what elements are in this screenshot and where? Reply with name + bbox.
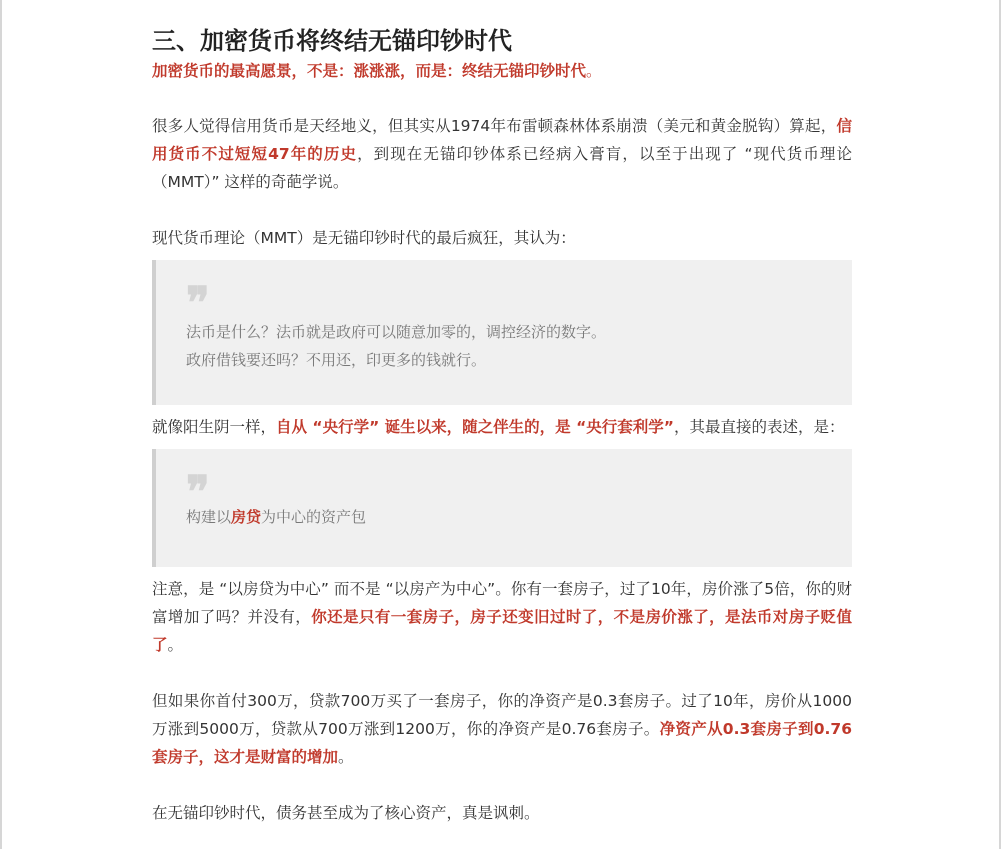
p4-highlight: 你还是只有一套房子，房子还变旧过时了，不是房价涨了，是法币对房子贬值了 <box>152 608 852 654</box>
p5-text-a: 但如果你首付300万，贷款700万买了一套房子，你的净资产是0.3套房子。过了10年，房价从1000万涨到5000万，贷款从700万涨到1200万，你的净资产是0.76套房子。 <box>152 692 852 738</box>
quote2-text-a: 构建以 <box>186 508 232 526</box>
paragraph-gap <box>152 196 852 224</box>
p1-text-a: 很多人觉得信用货币是天经地义，但其实从1974年布雷顿森林体系崩溃（美元和黄金脱钩）算起， <box>152 117 837 135</box>
paragraph-mortgage-vs-property <box>152 575 852 659</box>
subtitle-end-punct: 。 <box>586 62 602 80</box>
section-subtitle <box>152 60 852 82</box>
subtitle-bold-text: 加密货币的最高愿景，不是：涨涨涨，而是：终结无锚印钞时代 <box>152 62 587 80</box>
quote-line-1 <box>156 503 366 531</box>
p1-highlight: 信用货币不过短短47年的历史 <box>152 117 852 163</box>
paragraph-credit-currency-history <box>152 112 852 196</box>
quote-mark-icon: ❞ <box>186 467 210 518</box>
quote-line-2: 政府借钱要还吗？不用还，印更多的钱就行。 <box>186 351 487 369</box>
p5-highlight: 净资产从0.3套房子到0.76套房子，这才是财富的增加 <box>152 720 852 766</box>
quote2-highlight: 房贷 <box>231 508 262 526</box>
p5-text-c: 。 <box>338 748 354 766</box>
paragraph-gap <box>152 659 852 687</box>
quote-mark-icon: ❞ <box>186 278 210 329</box>
quote2-text-c: 为中心的资产包 <box>261 508 367 526</box>
quote-body <box>156 503 366 531</box>
quote-line-1: 法币是什么？法币就是政府可以随意加零的，调控经济的数字。 <box>186 323 607 341</box>
p3-highlight: 自从 “央行学” 诞生以来，随之伴生的，是 “央行套利学” <box>276 418 674 436</box>
paragraph-net-asset-example <box>152 687 852 771</box>
p4-text-a: 注意，是 “以房贷为中心” 而不是 “以房产为中心”。你有一套房子，过了10年，房价涨了5倍，你的财富增加了吗？并没有， <box>152 580 852 626</box>
paragraph-central-bank-arbitrage <box>152 413 852 441</box>
page-border-left <box>0 0 2 849</box>
p1-text-c: ，到现在无锚印钞体系已经病入膏肓，以至于出现了 “现代货币理论（MMT）” 这样的奇葩学说。 <box>152 145 852 191</box>
paragraph-debt-irony: 在无锚印钞时代，债务甚至成为了核心资产，真是讽刺。 <box>152 804 540 822</box>
section-heading: 三、加密货币将终结无锚印钞时代 <box>152 27 512 55</box>
paragraph-gap <box>152 771 852 799</box>
blockquote-mortgage-assets <box>152 449 852 567</box>
blockquote-mmt <box>152 260 852 405</box>
quote-body <box>156 318 606 374</box>
p3-text-a: 就像阳生阴一样， <box>152 418 277 436</box>
p3-text-c: ，其最直接的表述，是： <box>673 418 845 436</box>
article-body <box>152 22 852 827</box>
paragraph-mmt-intro: 现代货币理论（MMT）是无锚印钞时代的最后疯狂，其认为： <box>152 229 576 247</box>
p4-text-c: 。 <box>167 636 184 654</box>
